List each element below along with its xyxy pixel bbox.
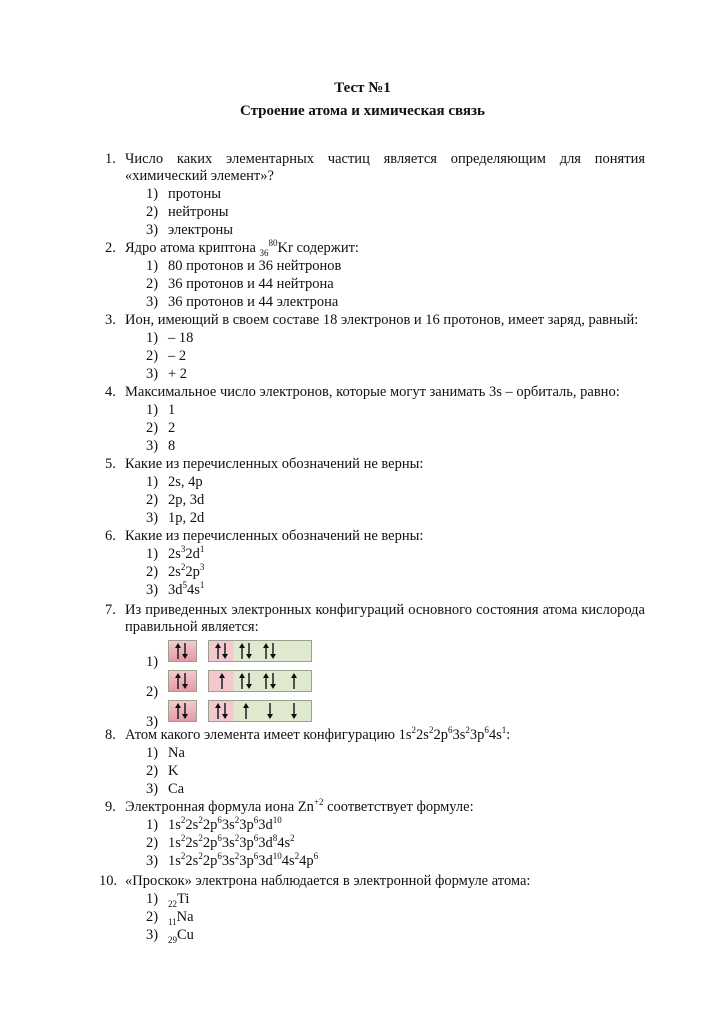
- question-1: [105, 151, 645, 185]
- orbital-box-2s: [168, 670, 197, 692]
- q5-option-1: [146, 474, 203, 491]
- spin-arrows-icon: [212, 701, 232, 721]
- option-number: 1): [146, 546, 159, 562]
- option-text: 2: [168, 420, 176, 436]
- orbital-cell: [236, 671, 256, 691]
- spin-arrows-icon: [236, 701, 256, 721]
- option-number: 1): [146, 474, 159, 490]
- spin-arrows-icon: [236, 671, 256, 691]
- option-number: 1): [146, 891, 159, 907]
- question-text: Максимальное число электронов, которые могут занимать 3s – орбиталь, равно:: [125, 384, 620, 400]
- option-number: 3): [146, 781, 159, 797]
- orbital-cell: [260, 701, 280, 721]
- option-number: 3): [146, 294, 159, 310]
- question-text: Какие из перечисленных обозначений не верны:: [125, 456, 424, 472]
- orbital-cell: [284, 701, 304, 721]
- orbital-box-2p: [208, 640, 312, 662]
- q9-option-3: [146, 853, 318, 870]
- option-text: протоны: [168, 186, 221, 202]
- option-number: 2): [146, 684, 159, 700]
- option-text: 36 протонов и 44 электрона: [168, 294, 339, 310]
- option-element: $_{29}$Cu: [168, 927, 194, 945]
- question-number: 10.: [99, 873, 118, 889]
- question-8: [105, 727, 645, 744]
- option-number: 3): [146, 510, 159, 526]
- option-formula: $3d^54s^1$: [168, 580, 205, 598]
- orbital-cell: [212, 701, 232, 721]
- spin-arrows-icon: [260, 671, 280, 691]
- option-number: 1): [146, 330, 159, 346]
- spin-arrows-icon: [212, 671, 232, 691]
- q4-option-2: [146, 420, 175, 437]
- option-text: K: [168, 763, 179, 779]
- question-number: 7.: [105, 602, 116, 618]
- spin-arrows-icon: [284, 671, 304, 691]
- question-number: 5.: [105, 456, 116, 472]
- option-element: $_{22}$Ti: [168, 891, 190, 909]
- option-formula: $1s^22s^22p^63s^23p^63d^84s^2$: [168, 833, 295, 851]
- option-text: нейтроны: [168, 204, 229, 220]
- option-number: 3): [146, 438, 159, 454]
- option-number: 1): [146, 186, 159, 202]
- question-2: [105, 240, 645, 257]
- question-number: 6.: [105, 528, 116, 544]
- q6-option-3: [146, 582, 204, 599]
- orbital-cell: [236, 641, 256, 661]
- option-number: 3): [146, 222, 159, 238]
- option-number: 1): [146, 745, 159, 761]
- option-number: 3): [146, 927, 159, 943]
- option-text: 1: [168, 402, 176, 418]
- option-number: 2): [146, 835, 159, 851]
- q1-option-2: [146, 204, 228, 221]
- q9-option-1: [146, 817, 282, 834]
- option-number: 3): [146, 853, 159, 869]
- q2-option-1: [146, 258, 341, 275]
- orbital-cell: [260, 641, 280, 661]
- q3-option-1: [146, 330, 193, 347]
- option-formula: $2s^22p^3$: [168, 562, 205, 580]
- q10-option-1: [146, 891, 189, 908]
- question-text: Из приведенных электронных конфигураций основного состояния атома кислорода правильной является:: [125, 602, 645, 635]
- option-text: электроны: [168, 222, 234, 238]
- q2-option-2: [146, 276, 334, 293]
- question-9: [105, 799, 645, 816]
- question-4: [105, 384, 645, 401]
- question-text: Число каких элементарных частиц является определяющим для понятия «химический элемент»?: [125, 151, 645, 184]
- q8-option-3: [146, 781, 184, 798]
- q6-option-1: [146, 546, 204, 563]
- question-number: 3.: [105, 312, 116, 328]
- option-number: 1): [146, 817, 159, 833]
- option-number: 2): [146, 276, 159, 292]
- option-text: 2s, 4p: [168, 474, 203, 490]
- q8-option-1: [146, 745, 185, 762]
- option-text: – 2: [168, 348, 187, 364]
- question-text: Какие из перечисленных обозначений не верны:: [125, 528, 424, 544]
- spin-arrows-icon: [236, 641, 256, 661]
- question-6: [105, 528, 645, 545]
- question-number: 2.: [105, 240, 116, 256]
- spin-arrows-icon: [284, 701, 304, 721]
- option-number: 2): [146, 492, 159, 508]
- option-number: 1): [146, 654, 159, 670]
- option-text: Na: [168, 745, 185, 761]
- q1-option-3: [146, 222, 233, 239]
- question-text: Ион, имеющий в своем составе 18 электронов и 16 протонов, имеет заряд, равный:: [125, 312, 639, 328]
- orbital-box-2p: [208, 700, 312, 722]
- q4-option-3: [146, 438, 175, 455]
- q4-option-1: [146, 402, 175, 419]
- orbital-box-2p: [208, 670, 312, 692]
- orbital-cell: [172, 641, 192, 661]
- option-number: 2): [146, 204, 159, 220]
- option-formula: $1s^22s^22p^63s^23p^63d^{10}$: [168, 815, 282, 833]
- question-text: «Проскок» электрона наблюдается в электронной формуле атома:: [125, 873, 531, 889]
- option-number: 3): [146, 714, 159, 730]
- option-text: Ca: [168, 781, 185, 797]
- spin-arrows-icon: [172, 671, 192, 691]
- question-number: 1.: [105, 151, 116, 167]
- q9-option-2: [146, 835, 295, 852]
- orbital-cell: [172, 701, 192, 721]
- option-text: 8: [168, 438, 176, 454]
- spin-arrows-icon: [172, 701, 192, 721]
- spin-arrows-icon: [284, 641, 304, 661]
- option-number: 2): [146, 564, 159, 580]
- option-number: 2): [146, 909, 159, 925]
- spin-arrows-icon: [212, 641, 232, 661]
- page-title: Тест №1: [334, 80, 391, 96]
- orbital-cell: [236, 701, 256, 721]
- q2-option-3: [146, 294, 338, 311]
- spin-arrows-icon: [260, 701, 280, 721]
- question-text: Ядро атома криптона $_{36}^{80}$Kr содержит:: [125, 238, 359, 258]
- orbital-cell: [284, 671, 304, 691]
- q10-option-3: [146, 927, 194, 944]
- option-number: 1): [146, 258, 159, 274]
- option-text: 2p, 3d: [168, 492, 205, 508]
- question-3: [105, 312, 645, 329]
- q3-option-2: [146, 348, 186, 365]
- option-element: $_{11}$Na: [168, 909, 194, 927]
- question-10: [99, 873, 645, 890]
- question-number: 4.: [105, 384, 116, 400]
- option-text: + 2: [168, 366, 188, 382]
- q3-option-3: [146, 366, 187, 383]
- option-number: 2): [146, 348, 159, 364]
- q1-option-1: [146, 186, 221, 203]
- q8-option-2: [146, 763, 178, 780]
- option-number: 3): [146, 366, 159, 382]
- orbital-cell: [284, 641, 304, 661]
- q6-option-2: [146, 564, 204, 581]
- q10-option-2: [146, 909, 194, 926]
- question-5: [105, 456, 645, 473]
- option-number: 2): [146, 420, 159, 436]
- question-text: Атом какого элемента имеет конфигурацию $1s^22s^22p^63s^23p^64s^1$:: [125, 725, 511, 743]
- orbital-cell: [260, 671, 280, 691]
- option-text: 36 протонов и 44 нейтрона: [168, 276, 334, 292]
- q5-option-2: [146, 492, 204, 509]
- orbital-cell: [172, 671, 192, 691]
- orbital-box-2s: [168, 700, 197, 722]
- spin-arrows-icon: [172, 641, 192, 661]
- option-formula: $1s^22s^22p^63s^23p^63d^{10}4s^24p^6$: [168, 851, 319, 869]
- question-number: 8.: [105, 727, 116, 743]
- question-text: Электронная формула иона $Zn^{+2}$ соответствует формуле:: [125, 797, 474, 815]
- option-number: 2): [146, 763, 159, 779]
- q5-option-3: [146, 510, 204, 527]
- question-7: [105, 602, 645, 636]
- option-text: 80 протонов и 36 нейтронов: [168, 258, 342, 274]
- option-text: – 18: [168, 330, 194, 346]
- option-text: 1p, 2d: [168, 510, 205, 526]
- spin-arrows-icon: [260, 641, 280, 661]
- orbital-cell: [212, 671, 232, 691]
- orbital-cell: [212, 641, 232, 661]
- option-number: 3): [146, 582, 159, 598]
- option-number: 1): [146, 402, 159, 418]
- question-number: 9.: [105, 799, 116, 815]
- option-formula: $2s^32d^1$: [168, 544, 205, 562]
- page-subtitle: Строение атома и химическая связь: [239, 103, 485, 119]
- orbital-box-2s: [168, 640, 197, 662]
